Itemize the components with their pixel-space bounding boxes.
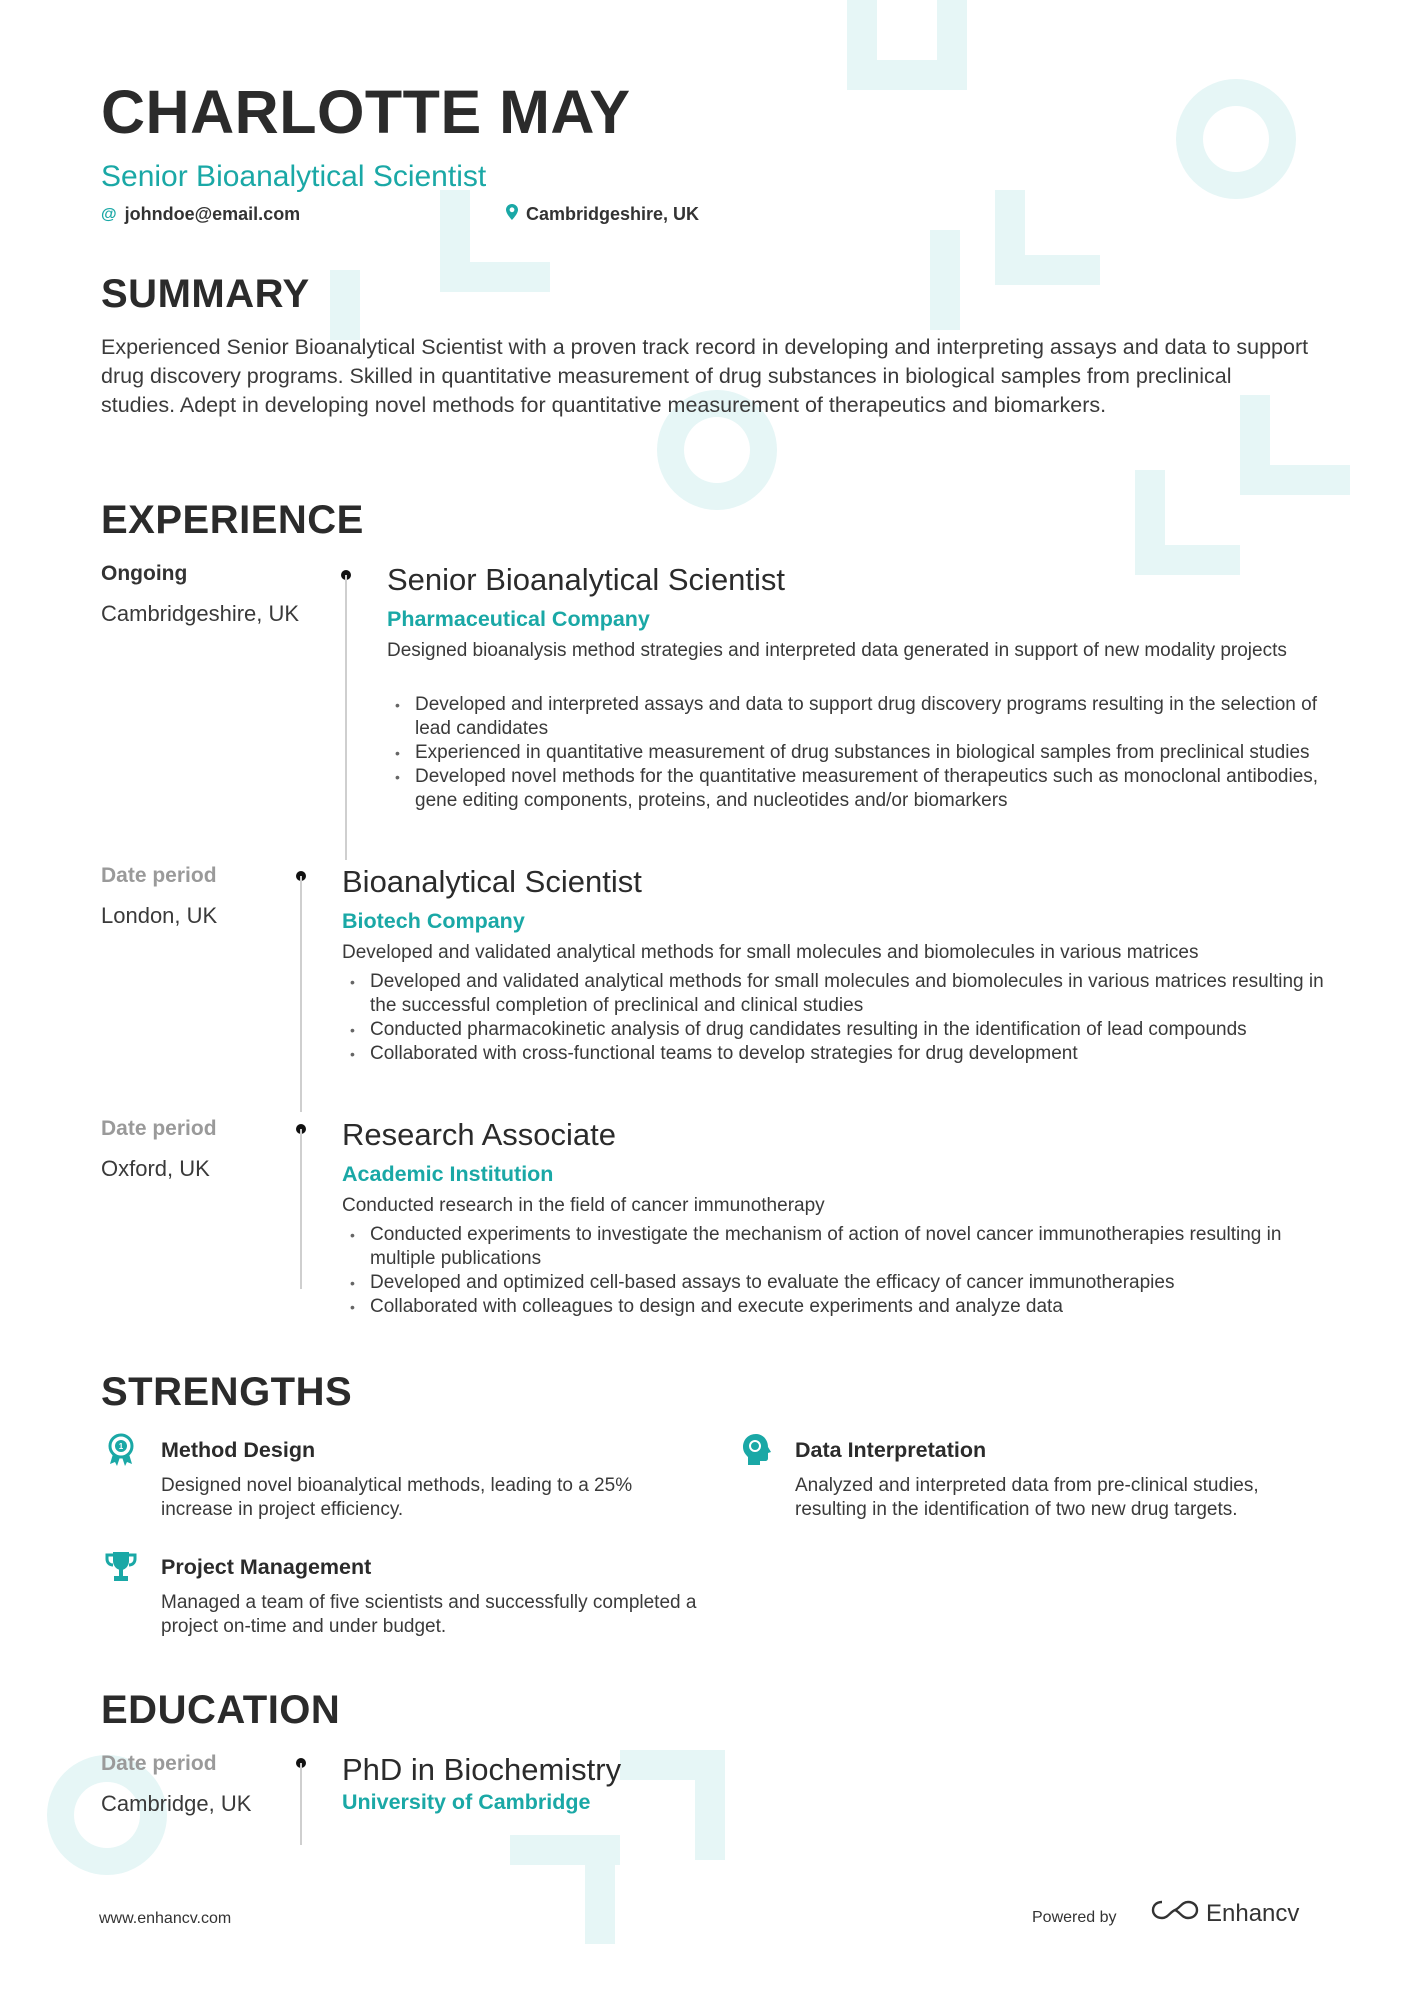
email-contact[interactable] (101, 204, 300, 225)
strengths-heading: STRENGTHS (101, 1370, 353, 1414)
strength-description: Managed a team of five scientists and successfully completed a project on-time and under budget. (161, 1592, 697, 1637)
job-location: London, UK (101, 903, 218, 928)
trophy-icon (104, 1549, 138, 1583)
candidate-title: Senior Bioanalytical Scientist (101, 160, 487, 193)
map-pin-icon (506, 204, 518, 225)
education-school: University of Cambridge (342, 1790, 591, 1814)
timeline-line (300, 1129, 302, 1289)
job-date: Date period (101, 1117, 217, 1140)
strength-description: Designed novel bioanalytical methods, leading to a 25% increase in project efficiency. (161, 1475, 633, 1520)
head-profile-icon (740, 1432, 774, 1466)
education-degree: PhD in Biochemistry (342, 1752, 622, 1787)
list-item: • Conducted pharmacokinetic analysis of drug candidates resulting in the identification of lead compounds (342, 1018, 1327, 1042)
brand-logo[interactable] (1150, 1898, 1299, 1929)
job-company: Pharmaceutical Company (387, 607, 650, 631)
job-bullets (387, 693, 1327, 813)
at-icon: @ (101, 205, 117, 223)
strength-title: Project Management (161, 1555, 372, 1579)
list-item: • Collaborated with cross-functional teams to develop strategies for drug development (342, 1042, 1327, 1066)
list-item: • Experienced in quantitative measurement of drug substances in biological samples from preclinical studies (387, 741, 1327, 765)
job-title: Bioanalytical Scientist (342, 864, 642, 899)
job-bullets (342, 1223, 1327, 1319)
location-contact (506, 204, 699, 225)
list-item: • Collaborated with colleagues to design and execute experiments and analyze data (342, 1295, 1327, 1319)
list-item: • Developed and interpreted assays and data to support drug discovery programs resulting in the selection of lead candidates (387, 693, 1327, 741)
job-title: Research Associate (342, 1117, 616, 1152)
email-text: johndoe@email.com (124, 204, 301, 224)
strength-title: Method Design (161, 1438, 316, 1462)
job-location: Oxford, UK (101, 1156, 210, 1181)
timeline-line (300, 876, 302, 1112)
education-date: Date period (101, 1752, 217, 1775)
job-location: Cambridgeshire, UK (101, 601, 300, 626)
job-title: Senior Bioanalytical Scientist (387, 562, 786, 597)
list-item: • Conducted experiments to investigate the mechanism of action of novel cancer immunotherapies resulting in multiple publications (342, 1223, 1327, 1271)
award-ribbon-icon (104, 1432, 138, 1466)
timeline-line (345, 575, 347, 860)
location-text: Cambridgeshire, UK (526, 204, 700, 224)
list-item: • Developed novel methods for the quantitative measurement of therapeutics such as monoclonal antibodies, gene editing components, proteins, and nucleotides and/or biomarkers (387, 765, 1327, 813)
job-date: Date period (101, 864, 217, 887)
education-heading: EDUCATION (101, 1688, 341, 1732)
list-item: • Developed and validated analytical methods for small molecules and biomolecules in various matrices resulting in the successful completion of preclinical and clinical studies (342, 970, 1327, 1018)
experience-heading: EXPERIENCE (101, 498, 364, 542)
job-description: Conducted research in the field of cancer immunotherapy (342, 1195, 825, 1216)
timeline-line (300, 1763, 302, 1845)
education-location: Cambridge, UK (101, 1791, 252, 1816)
summary-text: Experienced Senior Bioanalytical Scientist with a proven track record in developing and interpreting assays and data to support drug discovery programs. Skilled in quantitative measurement of drug substances in biological samples from preclinical studies. Adept in developing novel methods for quantitative measurement of therapeutics and biomarkers. (101, 335, 1309, 417)
job-bullets (342, 970, 1327, 1066)
brand-name: Enhancv (1206, 1899, 1300, 1927)
job-company: Biotech Company (342, 909, 525, 933)
summary-heading: SUMMARY (101, 272, 310, 316)
list-item: • Developed and optimized cell-based assays to evaluate the efficacy of cancer immunotherapies (342, 1271, 1327, 1295)
enhancv-logo-icon (1150, 1898, 1200, 1929)
svg-text:1: 1 (118, 1442, 124, 1451)
strength-description: Analyzed and interpreted data from pre-clinical studies, resulting in the identification of two new drug targets. (795, 1475, 1259, 1520)
footer-link[interactable]: www.enhancv.com (99, 1910, 232, 1927)
powered-by-label: Powered by (1032, 1909, 1117, 1926)
job-description: Designed bioanalysis method strategies and interpreted data generated in support of new modality projects (387, 640, 1287, 661)
candidate-name: CHARLOTTE MAY (101, 78, 631, 146)
job-description: Developed and validated analytical methods for small molecules and biomolecules in various matrices (342, 942, 1199, 963)
strength-title: Data Interpretation (795, 1438, 987, 1462)
job-company: Academic Institution (342, 1162, 554, 1186)
job-date: Ongoing (101, 562, 188, 585)
